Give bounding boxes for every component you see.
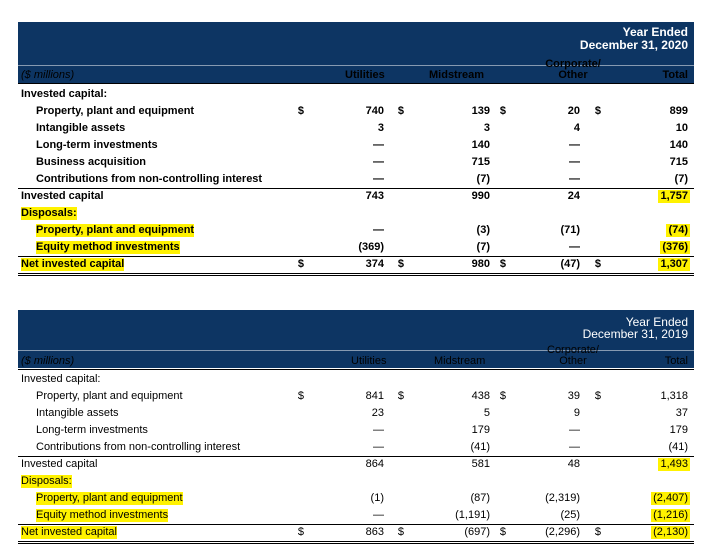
dollar-sign: $	[297, 526, 304, 538]
cell-total: 1,307	[660, 258, 688, 270]
cell-midstream: 139	[471, 105, 490, 117]
row-label: Long-term investments	[36, 139, 158, 151]
row-label: Property, plant and equipment	[36, 492, 183, 504]
row-label: Invested capital	[21, 458, 98, 470]
row-label: Contributions from non-controlling interest	[36, 441, 241, 453]
cell-total: (7)	[674, 173, 688, 185]
cell-midstream: 179	[471, 424, 490, 436]
row-label: Contributions from non-controlling interest	[36, 173, 263, 185]
cell-utilities: —	[373, 224, 384, 236]
cell-total: 10	[675, 122, 688, 134]
cell-total: 37	[675, 407, 688, 419]
cell-utilities: —	[373, 139, 384, 151]
cell-utilities: 841	[365, 390, 384, 402]
cell-utilities: (369)	[358, 241, 384, 253]
dollar-sign: $	[499, 390, 506, 402]
period-bottom: December 31, 2020	[579, 38, 688, 52]
cell-total: 715	[669, 156, 688, 168]
cell-utilities: 864	[365, 458, 384, 470]
dollar-sign: $	[594, 258, 601, 270]
row-label: Business acquisition	[36, 156, 147, 168]
cell-corporate: (2,319)	[545, 492, 580, 504]
cell-midstream: (697)	[464, 526, 490, 538]
col-midstream: Midstream	[429, 69, 485, 81]
dollar-sign: $	[397, 390, 404, 402]
cell-total: 1,757	[660, 190, 688, 202]
row-label: Long-term investments	[36, 424, 148, 436]
cell-utilities: 740	[365, 105, 384, 117]
row-label: Property, plant and equipment	[36, 105, 195, 117]
row-label: Intangible assets	[36, 407, 119, 419]
cell-midstream: 990	[471, 190, 490, 202]
cell-corporate: —	[569, 441, 580, 453]
net-rule	[18, 256, 694, 257]
double-rule-top	[18, 273, 694, 274]
col-utilities: Utilities	[345, 69, 385, 81]
dollar-sign: $	[594, 105, 601, 117]
cell-midstream: 980	[471, 258, 490, 270]
period-top: Year Ended	[622, 25, 688, 39]
cell-utilities: (1)	[370, 492, 384, 504]
subtotal-rule	[18, 456, 694, 457]
cell-corporate: —	[569, 241, 580, 253]
cell-corporate: 20	[567, 105, 580, 117]
cell-total: 179	[669, 424, 688, 436]
cell-utilities: —	[373, 441, 384, 453]
net-rule	[18, 524, 694, 525]
cell-midstream: (3)	[476, 224, 490, 236]
dollar-sign: $	[397, 105, 404, 117]
row-label: Equity method investments	[36, 509, 169, 521]
row-label: Equity method investments	[36, 241, 180, 253]
dollar-sign: $	[397, 526, 404, 538]
dollar-sign: $	[499, 258, 506, 270]
dollar-sign: $	[499, 105, 506, 117]
col-total: Total	[662, 69, 688, 81]
dollar-sign: $	[397, 258, 404, 270]
cell-corporate: (25)	[560, 509, 580, 521]
dollar-sign: $	[297, 105, 304, 117]
cell-midstream: 3	[483, 122, 490, 134]
col-corporate: Corporate/	[547, 344, 599, 356]
dollar-sign: $	[499, 526, 506, 538]
cell-midstream: 438	[471, 390, 490, 402]
cell-corporate: 9	[573, 407, 580, 419]
row-label: Property, plant and equipment	[36, 224, 195, 236]
cell-total: 1,493	[660, 458, 688, 470]
cell-midstream: 715	[471, 156, 490, 168]
cell-midstream: 140	[471, 139, 490, 151]
row-label: Property, plant and equipment	[36, 390, 183, 402]
cell-corporate: (2,296)	[545, 526, 580, 538]
cell-corporate: 39	[567, 390, 580, 402]
row-label: Net invested capital	[21, 526, 117, 538]
dollar-sign: $	[297, 258, 304, 270]
table-2019	[18, 310, 694, 546]
cell-corporate: (71)	[560, 224, 580, 236]
cell-utilities: 3	[377, 122, 384, 134]
cell-corporate: —	[569, 424, 580, 436]
col-total: Total	[664, 355, 688, 367]
double-rule-bottom	[18, 543, 694, 544]
cell-midstream: (7)	[476, 241, 490, 253]
unit-label: ($ millions)	[21, 69, 75, 81]
cell-total: 140	[669, 139, 688, 151]
cell-utilities: —	[373, 173, 384, 185]
row-label: Invested capital:	[21, 88, 108, 100]
cell-total: (74)	[668, 224, 688, 236]
period-bottom: December 31, 2019	[582, 327, 688, 341]
cell-total: (1,216)	[653, 509, 688, 521]
unit-label: ($ millions)	[21, 355, 75, 367]
cell-total: 1,318	[660, 390, 688, 402]
row-label: Intangible assets	[36, 122, 126, 134]
row-label: Disposals:	[21, 207, 77, 219]
cell-utilities: —	[373, 156, 384, 168]
cell-midstream: (87)	[470, 492, 490, 504]
cell-corporate: 24	[567, 190, 580, 202]
cell-total: (2,130)	[653, 526, 688, 538]
col-corporate: Corporate/	[545, 58, 601, 70]
cell-utilities: 743	[365, 190, 384, 202]
cell-total: (41)	[668, 441, 688, 453]
cell-corporate: 48	[567, 458, 580, 470]
period-top: Year Ended	[625, 315, 688, 329]
cell-corporate: —	[569, 173, 580, 185]
cell-midstream: (1,191)	[455, 509, 490, 521]
cell-utilities: —	[373, 509, 384, 521]
cell-utilities: 23	[371, 407, 384, 419]
cell-midstream: (41)	[470, 441, 490, 453]
cell-total: (2,407)	[653, 492, 688, 504]
row-label: Invested capital:	[21, 373, 101, 385]
cell-corporate: —	[569, 139, 580, 151]
row-label: Disposals:	[21, 475, 72, 487]
dollar-sign: $	[594, 526, 601, 538]
cell-corporate: —	[569, 156, 580, 168]
cell-corporate: 4	[573, 122, 580, 134]
table-2020	[18, 22, 694, 274]
cell-corporate: (47)	[560, 258, 580, 270]
dollar-sign: $	[297, 390, 304, 402]
double-rule-bottom	[18, 275, 694, 276]
col-utilities: Utilities	[351, 355, 387, 367]
cell-utilities: 374	[365, 258, 384, 270]
col-other: Other	[559, 355, 587, 367]
cell-total: 899	[669, 105, 688, 117]
double-rule-top	[18, 541, 694, 542]
row-label: Net invested capital	[21, 258, 125, 270]
cell-utilities: —	[373, 424, 384, 436]
dollar-sign: $	[594, 390, 601, 402]
row-label: Invested capital	[21, 190, 104, 202]
col-midstream: Midstream	[434, 355, 486, 367]
cell-midstream: 581	[471, 458, 490, 470]
col-other: Other	[558, 69, 588, 81]
cell-midstream: 5	[483, 407, 490, 419]
cell-utilities: 863	[365, 526, 384, 538]
subtotal-rule	[18, 188, 694, 189]
cell-midstream: (7)	[476, 173, 490, 185]
cell-total: (376)	[662, 241, 688, 253]
